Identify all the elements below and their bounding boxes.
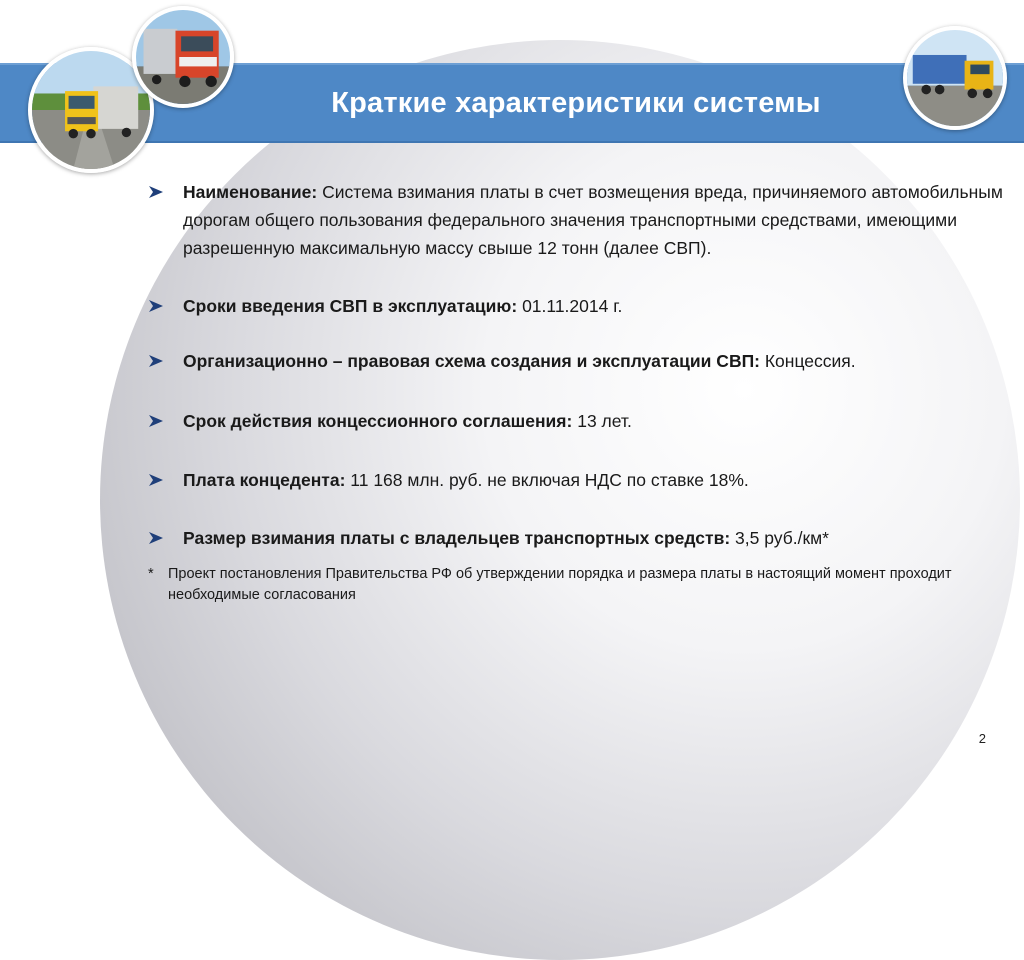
bullet-value: Концессия. bbox=[760, 351, 856, 371]
bullet-label: Плата концедента: bbox=[183, 470, 346, 490]
bullet-label: Сроки введения СВП в эксплуатацию: bbox=[183, 296, 518, 316]
bullet-label: Наименование: bbox=[183, 182, 318, 202]
chevron-arrow-bullet-icon bbox=[148, 292, 183, 313]
bullet-text bbox=[183, 466, 749, 494]
bullet-item-fee-rate bbox=[148, 524, 1008, 552]
bullet-text bbox=[183, 292, 622, 320]
bullet-value: 3,5 руб./км* bbox=[730, 528, 829, 548]
bullet-label: Срок действия концессионного соглашения: bbox=[183, 411, 573, 431]
chevron-arrow-bullet-icon bbox=[148, 178, 183, 199]
truck-photo-red bbox=[132, 6, 234, 108]
bullet-item-name bbox=[148, 178, 1008, 262]
bullet-text bbox=[183, 347, 856, 375]
bullet-text bbox=[183, 178, 1008, 262]
bullet-value: 11 168 млн. руб. не включая НДС по ставке 18%. bbox=[345, 470, 749, 490]
bullet-value: Система взимания платы в счет возмещения вреда, причиняемого автомобильным дорогам общего пользования федерального значения транспортными средствами, имеющими разрешенную максимальную массу свыше 12 тонн (далее СВП). bbox=[183, 182, 1003, 258]
slide-title: Краткие характеристики системы bbox=[331, 86, 821, 119]
chevron-arrow-bullet-icon bbox=[148, 347, 183, 368]
bullet-value: 01.11.2014 г. bbox=[517, 296, 623, 316]
bullet-item-launch-date bbox=[148, 292, 1008, 320]
bullet-label: Организационно – правовая схема создания и эксплуатации СВП: bbox=[183, 351, 760, 371]
footnote-text: Проект постановления Правительства РФ об утверждении порядка и размера платы в настоящий момент проходит необходимые согласования bbox=[168, 566, 952, 603]
page-number: 2 bbox=[978, 731, 986, 746]
bullet-text bbox=[183, 407, 632, 435]
content-area bbox=[148, 178, 1008, 606]
bullet-item-concession-term bbox=[148, 407, 1008, 435]
bullet-item-grantor-payment bbox=[148, 466, 1008, 494]
bullet-text bbox=[183, 524, 829, 552]
chevron-arrow-bullet-icon bbox=[148, 466, 183, 487]
truck-photo-blue-trailer bbox=[903, 26, 1007, 130]
footnote bbox=[148, 564, 1008, 606]
chevron-arrow-bullet-icon bbox=[148, 407, 183, 428]
bullet-item-legal-scheme bbox=[148, 347, 1008, 375]
footnote-mark: * bbox=[148, 566, 154, 582]
bullet-label: Размер взимания платы с владельцев транспортных средств: bbox=[183, 528, 731, 548]
chevron-arrow-bullet-icon bbox=[148, 524, 183, 545]
bullet-value: 13 лет. bbox=[572, 411, 632, 431]
